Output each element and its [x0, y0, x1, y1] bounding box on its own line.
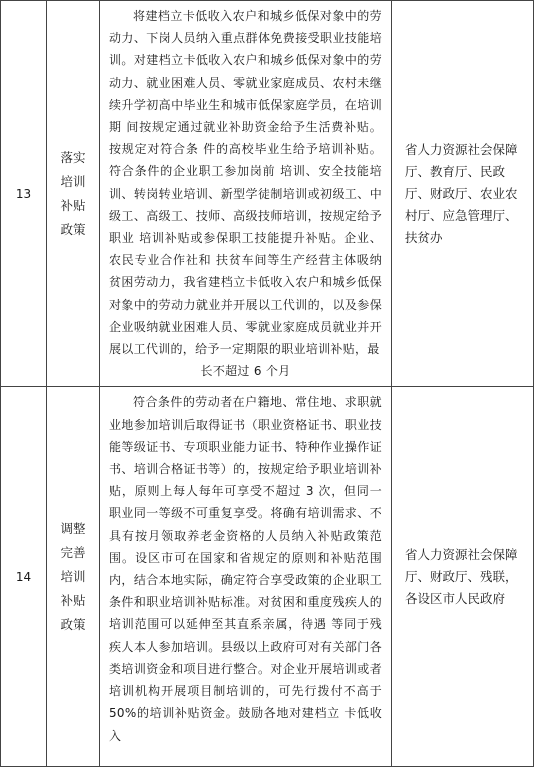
responsible-departments-cell [392, 1, 534, 387]
policy-content-last-line: 长不超过 6 个月 [200, 364, 291, 379]
table-row [1, 1, 534, 387]
table-row [1, 387, 534, 767]
policy-title: 调整完善培训补贴政策 [60, 520, 86, 632]
policy-title-cell [47, 1, 100, 387]
policy-content-text: 将建档立卡低收入农户和城乡低保对象中的劳动力、下岗人员纳入重点群体免费接受职业技能培训。对建档立卡低收入农户和城乡低保对象中的劳动力、就业困难人员、零就业家庭成员、农村未继续升学初高中毕业生和城市低保家庭学员，在培训期 间按规定通过就业补助资金给予生活费补贴。按规定对符合条 件的高校毕业生给予培训补贴。符合条件的企业职工参加岗前 培训、安全技能培训、转岗转业培训、新型学徒制培训或初级工、中级工、高级工、技师、高级技师培训，按规定给予职业 培训补贴或参保职工技能提升补贴。企业、农民专业合作社和 扶贫车间等生产经营主体吸纳贫困劳动力，我省建档立卡低收入农户和城乡低保对象中的劳动力就业并开展以工代训的，以及参保企业吸纳就业困难人员、零就业家庭成员就业并开展以工代训的，给予一定期限的职业培训补贴，最 [109, 9, 382, 357]
policy-content [109, 5, 382, 382]
responsible-departments: 省人力资源社会保障厅、教育厅、民政厅、财政厅、农业农村厅、应急管理厅、扶贫办 [405, 141, 518, 245]
policy-title: 落实培训补贴政策 [60, 149, 86, 237]
row-number-cell [1, 1, 47, 387]
row-number: 14 [15, 569, 32, 584]
row-number: 13 [15, 186, 32, 201]
row-number-cell [1, 387, 47, 767]
policy-content-cell [100, 387, 392, 767]
responsible-departments: 省人力资源社会保障厅、财政厅、残联，各设区市人民政府 [405, 546, 518, 606]
responsible-departments-cell [392, 387, 534, 767]
policy-content-cell [100, 1, 392, 387]
policy-title-cell [47, 387, 100, 767]
policy-content: 符合条件的劳动者在户籍地、常住地、求职就业地参加培训后取得证书（职业资格证书、职业技能等级证书、专项职业能力证书、特种作业操作证书、培训合格证书等）的，按规定给予职业培训补贴，原则上每人每年可享受不超过 3 次，但同一职业同一等级不可重复享受。将确有培训需求、不具有按月领取养老金资格的人员纳入补贴政策范围。设区市可在国家和省规定的原则和补贴范围内，结合本地实际，确定符合享受政策的企业职工条件和职业培训补贴标准。对贫困和重度残疾人的培训范围可以延伸至其直系亲属，待遇 等同于残疾人本人参加培训。县级以上政府可对有关部门各类培训资金和项目进行整合。对企业开展培训或者培训机构开展项目制培训的，可先行拨付不高于 50%的培训补贴资金。鼓励各地对建档立 卡低收入 [109, 395, 382, 743]
